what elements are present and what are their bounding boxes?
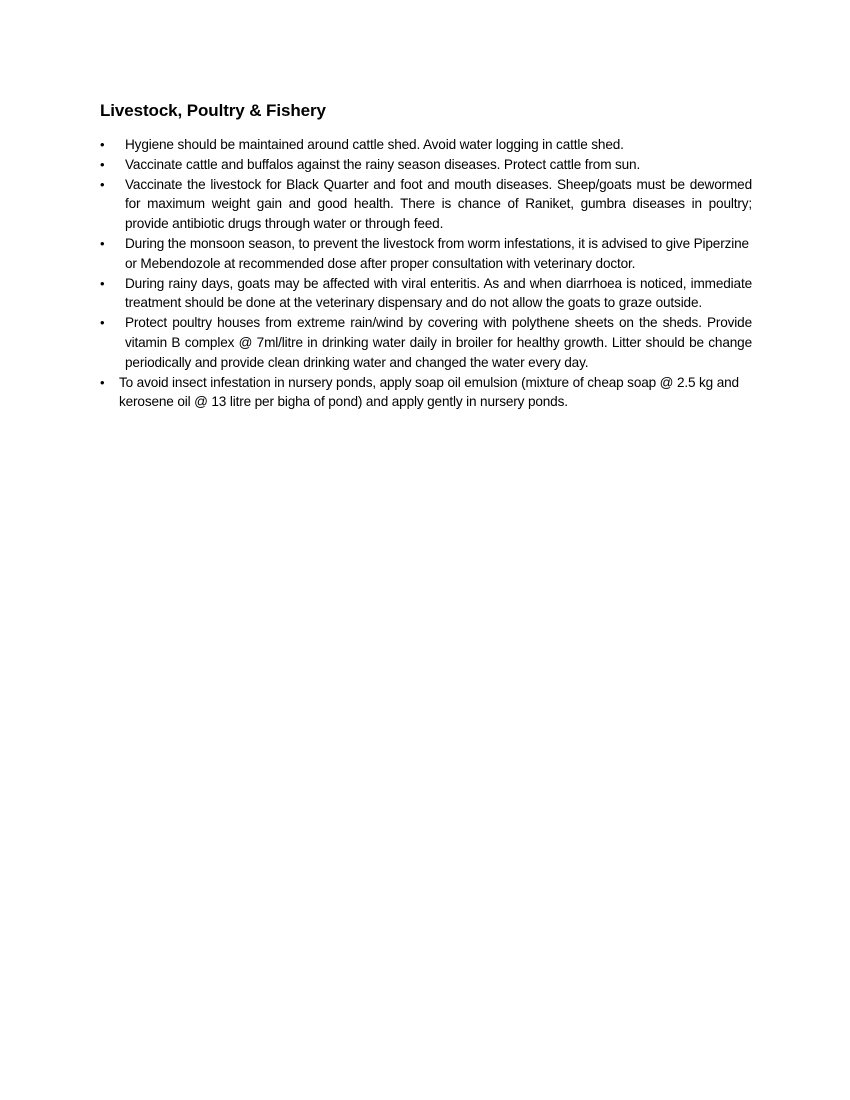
list-item-text: To avoid insect infestation in nursery ponds, apply soap oil emulsion (mixture of cheap soap @ 2.5 kg and kerosene oil @ 13 litre per bigha of pond) and apply gently in nursery ponds. [119,374,739,410]
list-item [100,373,752,413]
list-item-text: Vaccinate the livestock for Black Quarter and foot and mouth diseases. Sheep/goats must be dewormed for maximum weight gain and good health. There is chance of Raniket, gumbra diseases in poultry; provide antibiotic drugs through water or through feed. [125,176,752,232]
list-item [100,175,752,234]
list-item-text: Protect poultry houses from extreme rain/wind by covering with polythene sheets on the sheds. Provide vitamin B complex @ 7ml/litre in drinking water daily in broiler for healthy growth. Litter should be change periodically and provide clean drinking water and changed the water every day. [125,315,752,370]
list-item-text: During the monsoon season, to prevent the livestock from worm infestations, it is advised to give Piperzine or Mebendozole at recommended dose after proper consultation with veterinary doctor. [125,235,749,271]
list-item-text: Hygiene should be maintained around cattle shed. Avoid water logging in cattle shed. [125,137,624,152]
list-item [100,155,752,175]
list-item [100,274,752,314]
bullet-icon: • [100,137,105,152]
list-item [100,135,752,155]
bullet-icon: • [100,374,105,390]
advisory-list [100,135,752,412]
bullet-icon: • [100,176,105,192]
list-item-text: Vaccinate cattle and buffalos against the rainy season diseases. Protect cattle from sun. [125,156,641,172]
bullet-icon: • [100,315,105,331]
bullet-icon: • [100,275,105,291]
section-title: Livestock, Poultry & Fishery [100,101,326,120]
bullet-icon: • [100,156,105,172]
list-item-text: During rainy days, goats may be affected with viral enteritis. As and when diarrhoea is noticed, immediate treatment should be done at the veterinary dispensary and do not allow the goats to graze outside. [125,275,752,311]
list-item [100,234,752,274]
bullet-icon: • [100,235,105,251]
list-item [100,313,752,372]
livestock-section [100,100,752,412]
